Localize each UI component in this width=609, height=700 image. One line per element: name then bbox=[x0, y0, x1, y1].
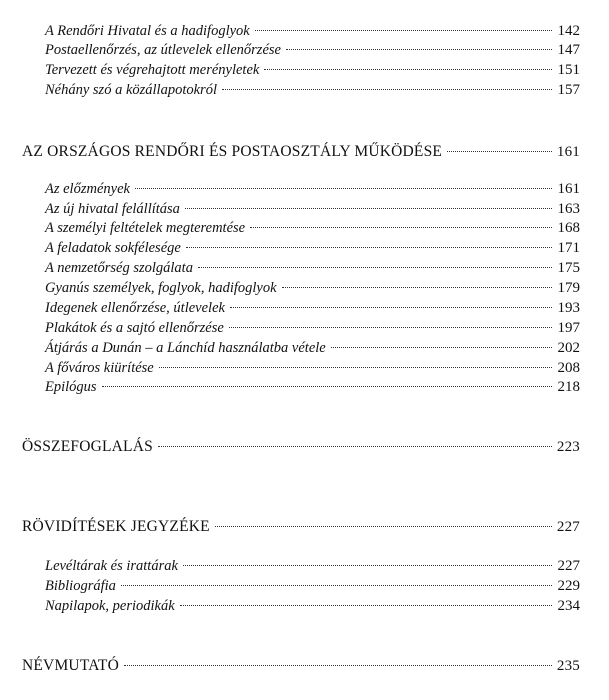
toc-entry-page: 142 bbox=[557, 23, 580, 39]
leader-dots bbox=[180, 605, 552, 606]
toc-entry-page: 208 bbox=[557, 360, 580, 376]
toc-entry-title: A főváros kiürítése bbox=[45, 360, 154, 376]
leader-dots bbox=[250, 227, 552, 228]
toc-entry-title: A nemzetőrség szolgálata bbox=[45, 260, 193, 276]
toc-chapter[interactable] bbox=[22, 142, 580, 162]
leader-dots bbox=[135, 188, 552, 189]
toc-entry-title: Átjárás a Dunán – a Lánchíd használatba vétele bbox=[45, 340, 326, 356]
toc-entry[interactable] bbox=[45, 258, 580, 278]
toc-entry[interactable] bbox=[45, 576, 580, 596]
toc-entry-title: Tervezett és végrehajtott merényletek bbox=[45, 62, 260, 78]
toc-chapter-page: 161 bbox=[556, 144, 580, 160]
toc-entry[interactable] bbox=[45, 556, 580, 576]
toc-entry-title: A Rendőri Hivatal és a hadifoglyok bbox=[45, 23, 250, 39]
toc-entry-page: 157 bbox=[557, 82, 580, 98]
toc-chapter-title: RÖVIDÍTÉSEK JEGYZÉKE bbox=[22, 518, 210, 535]
toc-chapter[interactable] bbox=[22, 656, 580, 676]
toc-entry-title: A személyi feltételek megteremtése bbox=[45, 220, 246, 236]
toc-entry-page: 168 bbox=[557, 220, 580, 236]
leader-dots bbox=[102, 386, 552, 387]
toc-entry-title: Epilógus bbox=[45, 379, 97, 395]
leader-dots bbox=[186, 247, 552, 248]
toc-entry-title: Bibliográfia bbox=[45, 578, 116, 594]
leader-dots bbox=[230, 307, 552, 308]
toc-entry-title: Néhány szó a közállapotokról bbox=[45, 82, 217, 98]
leader-dots bbox=[183, 565, 552, 566]
toc-entry-title: Napilapok, periodikák bbox=[45, 598, 175, 614]
toc-chapter-title: ÖSSZEFOGLALÁS bbox=[22, 438, 153, 455]
leader-dots bbox=[264, 69, 552, 70]
toc-entry-page: 171 bbox=[557, 240, 580, 256]
leader-dots bbox=[198, 267, 552, 268]
toc-entry-title: Az új hivatal felállítása bbox=[45, 201, 180, 217]
toc-entry-page: 227 bbox=[557, 558, 580, 574]
toc-chapter-page: 235 bbox=[556, 658, 580, 674]
toc-entry[interactable] bbox=[45, 377, 580, 397]
leader-dots bbox=[255, 30, 552, 31]
toc-chapter-title: NÉVMUTATÓ bbox=[22, 657, 119, 674]
toc-entry[interactable] bbox=[45, 298, 580, 318]
toc-entry-title: Idegenek ellenőrzése, útlevelek bbox=[45, 300, 225, 316]
toc-entry[interactable] bbox=[45, 278, 580, 298]
leader-dots bbox=[447, 151, 552, 152]
leader-dots bbox=[286, 49, 552, 50]
toc-chapter-page: 223 bbox=[556, 439, 580, 455]
toc-entry[interactable] bbox=[45, 40, 580, 60]
toc-entry-page: 147 bbox=[557, 42, 580, 58]
leader-dots bbox=[185, 208, 552, 209]
toc-entry[interactable] bbox=[45, 358, 580, 378]
toc-entry-page: 193 bbox=[557, 300, 580, 316]
leader-dots bbox=[159, 367, 552, 368]
toc-entry[interactable] bbox=[45, 318, 580, 338]
toc-entry-page: 202 bbox=[557, 340, 580, 356]
toc-entry[interactable] bbox=[45, 338, 580, 358]
toc-chapter-page: 227 bbox=[556, 519, 580, 535]
toc-entry-page: 197 bbox=[557, 320, 580, 336]
leader-dots bbox=[229, 327, 552, 328]
leader-dots bbox=[282, 287, 552, 288]
toc-entry[interactable] bbox=[45, 80, 580, 100]
toc-chapter-title: AZ ORSZÁGOS RENDŐRI ÉS POSTAOSZTÁLY MŰKÖDÉSE bbox=[22, 143, 443, 160]
toc-entry-title: Az előzmények bbox=[45, 181, 130, 197]
toc-entry-title: Levéltárak és irattárak bbox=[45, 558, 178, 574]
toc-entry[interactable] bbox=[45, 218, 580, 238]
toc-entry-title: A feladatok sokfélesége bbox=[45, 240, 181, 256]
toc-entry-page: 163 bbox=[557, 201, 580, 217]
toc-entry-title: Postaellenőrzés, az útlevelek ellenőrzése bbox=[45, 42, 281, 58]
leader-dots bbox=[222, 89, 552, 90]
leader-dots bbox=[331, 347, 552, 348]
toc-entry[interactable] bbox=[45, 199, 580, 219]
toc-entry-page: 179 bbox=[557, 280, 580, 296]
toc-entry[interactable] bbox=[45, 596, 580, 616]
leader-dots bbox=[215, 526, 552, 527]
toc-entry-page: 234 bbox=[557, 598, 580, 614]
toc-entry-page: 151 bbox=[557, 62, 580, 78]
toc-entry-page: 161 bbox=[557, 181, 580, 197]
toc-entry[interactable] bbox=[45, 238, 580, 258]
leader-dots bbox=[158, 446, 552, 447]
toc-entry-title: Gyanús személyek, foglyok, hadifoglyok bbox=[45, 280, 277, 296]
toc-chapter[interactable] bbox=[22, 437, 580, 457]
toc-entry[interactable] bbox=[45, 60, 580, 80]
leader-dots bbox=[121, 585, 552, 586]
leader-dots bbox=[124, 665, 552, 666]
toc-entry-page: 218 bbox=[557, 379, 580, 395]
toc-entry[interactable] bbox=[45, 179, 580, 199]
toc-chapter[interactable] bbox=[22, 517, 580, 537]
toc-entry-page: 229 bbox=[557, 578, 580, 594]
toc-entry-page: 175 bbox=[557, 260, 580, 276]
toc-entry[interactable] bbox=[45, 21, 580, 41]
toc-entry-title: Plakátok és a sajtó ellenőrzése bbox=[45, 320, 224, 336]
